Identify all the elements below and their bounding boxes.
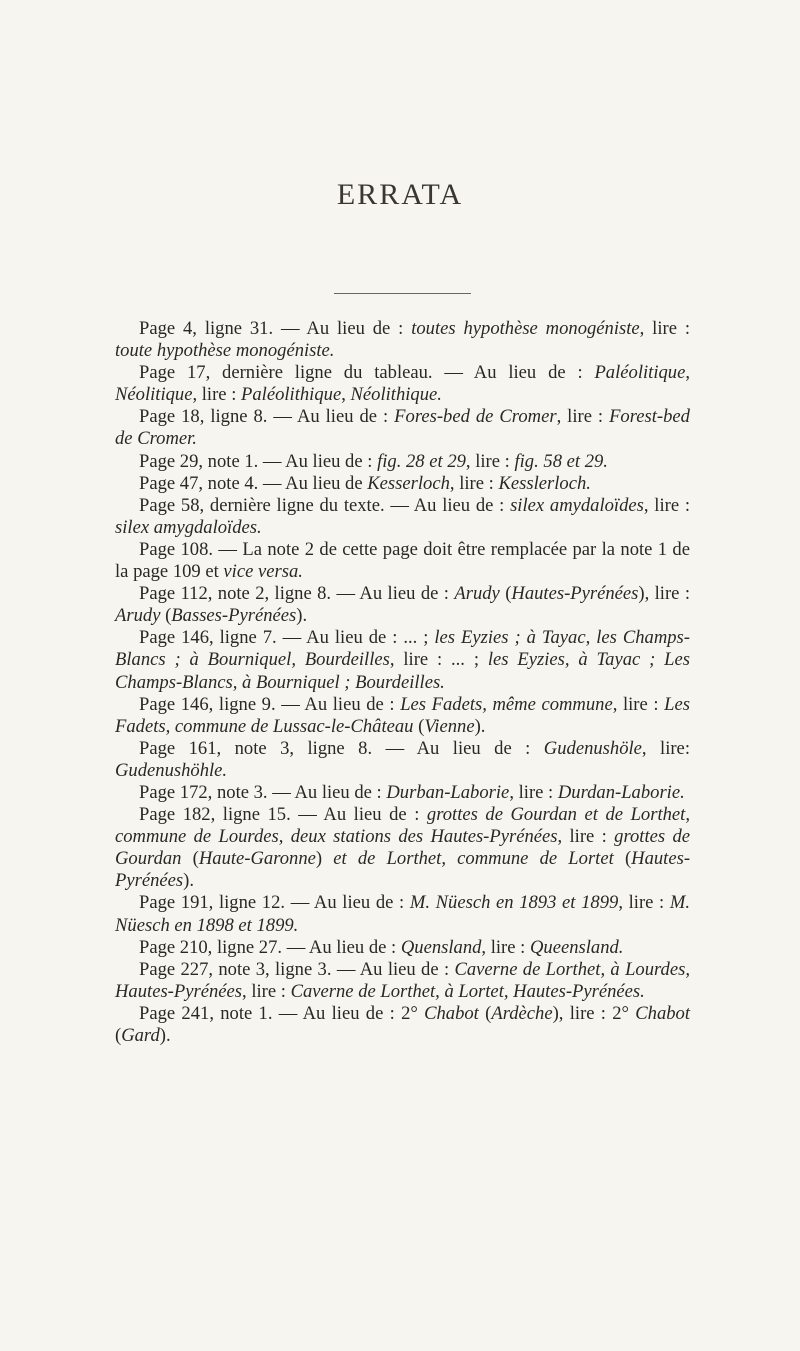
errata-text: , lire : <box>612 693 665 715</box>
errata-italic-text: toutes hypothèse monogéniste <box>411 318 640 339</box>
errata-italic-text: fig. 58 et 29. <box>514 450 608 472</box>
errata-italic-text: Paléolithique <box>241 384 342 406</box>
errata-text: ( <box>115 1025 122 1046</box>
errata-text: , lire : <box>449 472 499 494</box>
errata-italic-text: Néolithique. <box>350 384 442 406</box>
errata-italic-text: grottes de Gourdan <box>115 826 690 870</box>
errata-text: Page 172, note 3. — Au lieu de : <box>139 781 387 803</box>
errata-text: Page 241, note 1. — Au lieu de : 2° <box>139 1002 425 1024</box>
errata-entry <box>115 694 690 738</box>
errata-italic-text: Hautes-Pyrénées <box>511 583 639 605</box>
errata-text: ), lire : 2° <box>552 1002 636 1024</box>
errata-text: , lire : <box>465 450 515 472</box>
errata-italic-text: Basses-Pyrénées <box>171 605 297 627</box>
errata-list <box>115 318 690 1047</box>
title-divider <box>334 293 471 294</box>
errata-entry <box>115 937 690 959</box>
errata-italic-text: fig. 28 et 29 <box>377 450 466 472</box>
errata-text: Page 227, note 3, ligne 3. — Au lieu de : <box>139 958 455 980</box>
errata-italic-text: Durban-Laborie <box>386 781 510 803</box>
errata-italic-text: Les Fadets, commune de Lussac-le-Château <box>115 693 690 737</box>
errata-text: Page 108. — La note 2 de cette page doit être remplacée par la note 1 de la page 109 et <box>115 538 690 583</box>
errata-entry <box>115 892 690 936</box>
errata-text: Page 4, ligne 31. — Au lieu de : <box>139 318 412 339</box>
errata-italic-text: vice versa. <box>223 561 303 583</box>
errata-text: , lire : <box>556 406 610 428</box>
errata-italic-text: silex amygdaloïdes. <box>115 516 262 538</box>
errata-text: ). <box>296 605 308 627</box>
errata-text: ( <box>499 583 512 605</box>
errata-text: , lire : <box>192 384 242 406</box>
errata-text: Page 210, ligne 27. — Au lieu de : <box>139 936 401 958</box>
errata-text: ). <box>159 1025 171 1046</box>
errata-entry <box>115 782 690 804</box>
errata-italic-text: Gudenushöle <box>543 737 642 759</box>
errata-entry <box>115 959 690 1003</box>
errata-text: Page 47, note 4. — Au lieu de <box>139 472 368 494</box>
errata-text: , <box>341 384 351 406</box>
errata-text: Page 58, dernière ligne du texte. — Au lieu de : <box>139 494 511 516</box>
errata-text: Page 112, note 2, ligne 8. — Au lieu de : <box>139 583 455 605</box>
errata-italic-text: Kesslerloch. <box>498 472 591 494</box>
errata-italic-text: Durdan-Laborie. <box>557 781 685 803</box>
errata-italic-text: Arudy <box>115 605 161 627</box>
errata-italic-text: Néolitique <box>115 384 193 406</box>
errata-text: ( <box>181 848 199 870</box>
errata-entry <box>115 738 690 782</box>
errata-entry <box>115 539 690 583</box>
errata-text: ). <box>474 715 486 737</box>
errata-text: ( <box>613 848 632 870</box>
errata-entry <box>115 362 690 406</box>
errata-text: , lire : <box>242 980 291 1002</box>
errata-text: ) <box>315 848 334 870</box>
errata-text: ( <box>413 715 425 737</box>
errata-text: Page 182, ligne 15. — Au lieu de : <box>139 804 427 826</box>
errata-text: Page 191, ligne 12. — Au lieu de : <box>139 892 410 914</box>
errata-italic-text: Arudy <box>454 583 500 605</box>
errata-italic-text: M. Nüesch en 1898 et 1899. <box>115 892 690 936</box>
errata-text: , lire : <box>618 892 670 914</box>
errata-italic-text: Chabot <box>424 1002 479 1024</box>
errata-entry <box>115 1003 690 1047</box>
errata-italic-text: Gudenushöhle. <box>115 759 228 781</box>
errata-text: ( <box>478 1002 492 1024</box>
errata-text: , lire : <box>481 936 530 958</box>
errata-text: , lire : <box>643 494 690 516</box>
errata-italic-text: Paléolitique <box>594 362 686 384</box>
errata-italic-text: les Eyzies, à Tayac ; Les Champs-Blancs, à Bourniquel ; Bourdeilles. <box>115 649 690 693</box>
errata-italic-text: Vienne <box>424 715 475 737</box>
errata-text: ( <box>160 605 172 627</box>
errata-italic-text: Hautes-Pyrénées <box>115 848 691 892</box>
errata-text: , <box>685 362 690 384</box>
errata-italic-text: Kesserloch <box>367 472 450 494</box>
errata-entry <box>115 583 690 627</box>
errata-entry <box>115 451 690 473</box>
errata-text: , lire : <box>509 781 558 803</box>
errata-italic-text: Forest-bed de Cromer. <box>115 406 690 450</box>
errata-italic-text: Les Fadets, même commune <box>400 693 613 715</box>
errata-italic-text: Caverne de Lorthet, à Lourdes, Hautes-Pyrénées <box>115 958 690 1002</box>
errata-italic-text: Chabot <box>635 1002 691 1024</box>
errata-italic-text: Gard <box>121 1025 160 1046</box>
errata-text: Page 17, dernière ligne du tableau. — Au lieu de : <box>139 362 595 384</box>
errata-text: , lire: <box>641 737 690 759</box>
errata-italic-text: Caverne de Lorthet, à Lortet, Hautes-Pyrénées. <box>290 980 645 1002</box>
errata-italic-text: et de Lorthet, commune de Lortet <box>333 848 614 870</box>
errata-text: Page 146, ligne 9. — Au lieu de : <box>139 693 401 715</box>
errata-entry <box>115 804 690 892</box>
errata-text: Page 161, note 3, ligne 8. — Au lieu de : <box>139 737 544 759</box>
errata-italic-text: Haute-Garonne <box>198 848 316 870</box>
errata-text: , lire : <box>557 826 615 848</box>
errata-entry <box>115 406 690 450</box>
errata-italic-text: grottes de Gourdan et de Lorthet, commune de Lourdes, deux stations des Hautes-Pyrénées <box>115 804 690 848</box>
errata-text: Page 146, ligne 7. — Au lieu de : ... ; <box>139 627 435 649</box>
errata-italic-text: Fores-bed de Cromer <box>394 406 557 428</box>
errata-italic-text: toute hypothèse monogéniste. <box>115 340 335 362</box>
page-title: ERRATA <box>336 178 464 211</box>
errata-italic-text: Queensland. <box>529 936 624 958</box>
errata-text: , lire : <box>639 318 690 339</box>
errata-entry <box>115 318 690 362</box>
errata-italic-text: M. Nüesch en 1893 et 1899 <box>409 892 619 914</box>
errata-text: ). <box>183 870 194 892</box>
errata-text: Page 29, note 1. — Au lieu de : <box>139 450 378 472</box>
errata-text: Page 18, ligne 8. — Au lieu de : <box>139 406 395 428</box>
errata-italic-text: Quensland <box>400 936 482 958</box>
errata-text: ), lire : <box>638 583 690 605</box>
errata-italic-text: les Eyzies ; à Tayac, les Champs-Blancs ; à Bourniquel, Bourdeilles <box>115 627 690 671</box>
errata-text: , lire : ... ; <box>389 649 488 671</box>
errata-entry <box>115 473 690 495</box>
errata-entry <box>115 627 690 693</box>
errata-italic-text: Ardèche <box>491 1002 553 1024</box>
errata-italic-text: silex amydaloïdes <box>510 494 644 516</box>
errata-entry <box>115 495 690 539</box>
